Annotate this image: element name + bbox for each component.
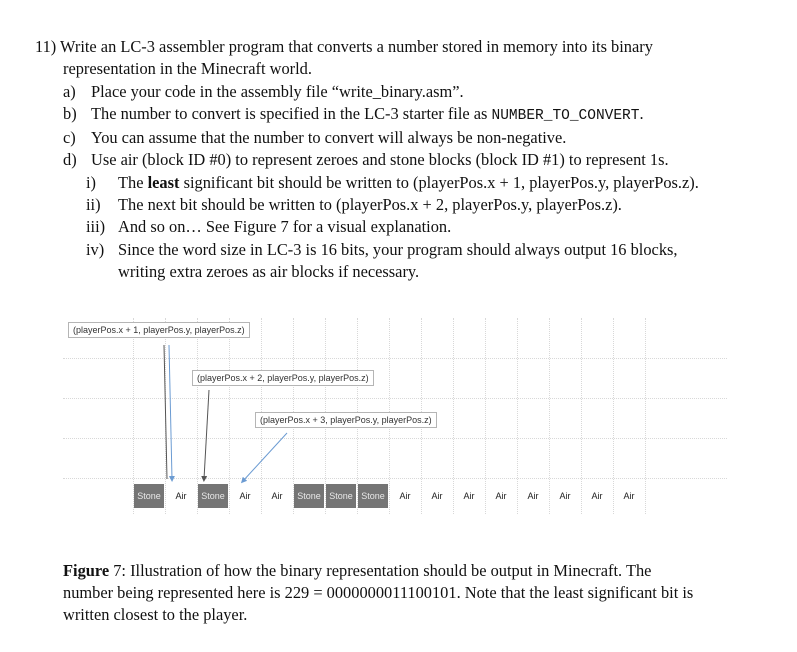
item-b bbox=[35, 103, 775, 127]
block-air: Air bbox=[175, 491, 187, 501]
block-air: Air bbox=[623, 491, 635, 501]
emphasis-least: least bbox=[147, 172, 180, 192]
item-text: You can assume that the number to convert will always be non-negative. bbox=[91, 128, 567, 148]
item-a bbox=[35, 81, 775, 103]
block-air: Air bbox=[495, 491, 507, 501]
subitem-text: And so on… See Figure 7 for a visual explanation. bbox=[118, 217, 452, 237]
subitem-i bbox=[35, 172, 775, 194]
subitem-label: i) bbox=[86, 172, 97, 192]
question-heading-line-2: representation in the Minecraft world. bbox=[63, 59, 312, 79]
block-air: Air bbox=[399, 491, 411, 501]
block-air: Air bbox=[239, 491, 251, 501]
caption-line-2: number being represented here is 229 = 0000000011100101. Note that the least significant bit is bbox=[63, 583, 694, 602]
caption-text-1: 7: Illustration of how the binary representation should be output in Minecraft. The bbox=[109, 561, 652, 580]
question-block bbox=[35, 36, 775, 283]
item-label: c) bbox=[63, 128, 76, 148]
item-label: a) bbox=[63, 81, 76, 101]
question-heading-line-1: 11) Write an LC-3 assembler program that converts a number stored in memory into its binary bbox=[35, 37, 653, 56]
block-air: Air bbox=[431, 491, 443, 501]
item-text: Use air (block ID #0) to represent zeroes and stone blocks (block ID #1) to represent 1s. bbox=[91, 150, 669, 170]
block-stone: Stone bbox=[134, 484, 164, 508]
subitem-ii bbox=[35, 194, 775, 216]
block-stone: Stone bbox=[326, 484, 356, 508]
subitem-iii bbox=[35, 216, 775, 238]
subitem-label: iv) bbox=[86, 239, 105, 259]
block-stone: Stone bbox=[358, 484, 388, 508]
figure-caption bbox=[63, 560, 773, 626]
block-air: Air bbox=[463, 491, 475, 501]
block-air: Air bbox=[527, 491, 539, 501]
item-text: Place your code in the assembly file “write_binary.asm”. bbox=[91, 81, 464, 101]
subitem-text: Since the word size in LC-3 is 16 bits, your program should always output 16 blocks, bbox=[118, 239, 678, 259]
subitem-iv bbox=[35, 239, 775, 261]
figure-7-diagram bbox=[63, 318, 727, 518]
subitem-text: The next bit should be written to (playerPos.x + 2, playerPos.y, playerPos.z). bbox=[118, 195, 622, 215]
item-tail: . bbox=[639, 103, 644, 123]
arrow-bit0-dark bbox=[164, 345, 167, 479]
subitem-pre: The bbox=[118, 172, 148, 192]
label-pos-x3: (playerPos.x + 3, playerPos.y, playerPos.z) bbox=[255, 412, 437, 428]
subitem-label: iii) bbox=[86, 217, 106, 237]
block-air: Air bbox=[591, 491, 603, 501]
subitem-post: significant bit should be written to (playerPos.x + 1, playerPos.y, playerPos.z). bbox=[179, 172, 699, 192]
block-air: Air bbox=[271, 491, 283, 501]
code-identifier: NUMBER_TO_CONVERT bbox=[491, 107, 640, 124]
block-air: Air bbox=[559, 491, 571, 501]
label-pos-x1: (playerPos.x + 1, playerPos.y, playerPos.z) bbox=[68, 322, 250, 338]
item-label: d) bbox=[63, 150, 77, 170]
block-stone: Stone bbox=[294, 484, 324, 508]
block-stone: Stone bbox=[198, 484, 228, 508]
label-pos-x2: (playerPos.x + 2, playerPos.y, playerPos.z) bbox=[192, 370, 374, 386]
arrow-bit0-blue bbox=[169, 345, 172, 479]
item-text: The number to convert is specified in the LC-3 starter file as bbox=[91, 103, 492, 123]
caption-line-1 bbox=[63, 560, 773, 582]
item-c bbox=[35, 127, 775, 149]
caption-figure-label: Figure bbox=[63, 561, 110, 580]
subitem-label: ii) bbox=[86, 195, 101, 215]
arrow-bit1 bbox=[204, 390, 209, 479]
arrow-bit2 bbox=[243, 433, 287, 481]
item-d bbox=[35, 149, 775, 171]
item-label: b) bbox=[63, 103, 77, 123]
caption-line-3: written closest to the player. bbox=[63, 605, 248, 624]
subitem-iv-continuation: writing extra zeroes as air blocks if necessary. bbox=[118, 261, 420, 281]
